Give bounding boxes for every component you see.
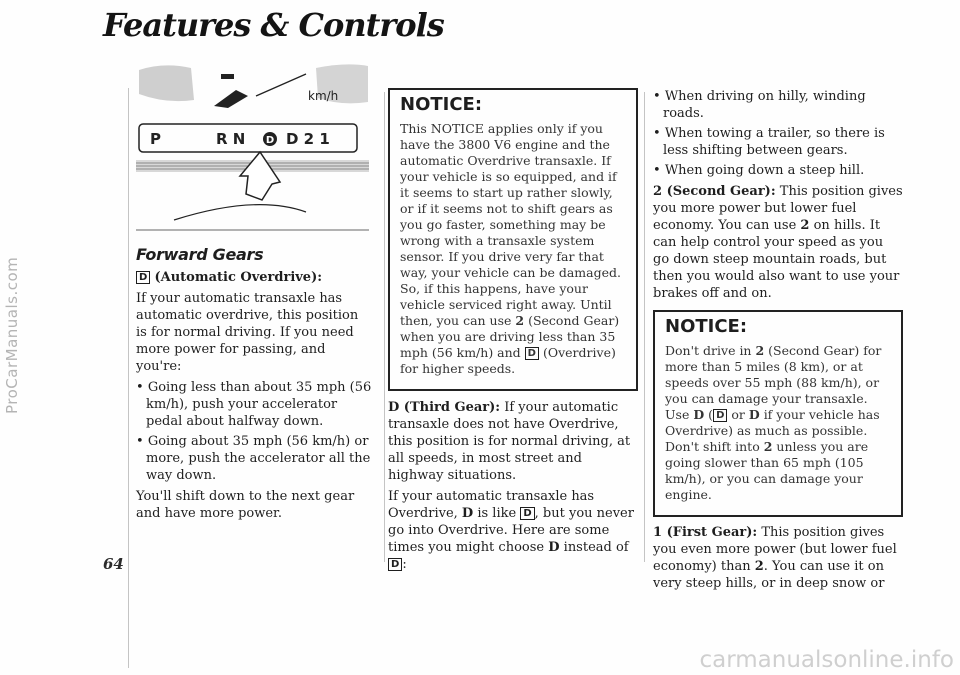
overdrive-symbol: D (525, 347, 539, 360)
gear-ref: D (548, 540, 560, 555)
text-part: : (402, 557, 407, 572)
text-part: on hills. It can help control your speed as you go down steep mountain roads, but then you would also want to use your brakes off and on. (653, 218, 900, 301)
od-label (136, 269, 372, 286)
list-item: • Going about 35 mph (56 km/h) or more, push the accelerator all the way down. (136, 433, 372, 484)
gear-indicator-illustration (136, 60, 369, 245)
list-item: • Going less than about 35 mph (56 km/h), push your accelerator pedal about halfway down. (136, 379, 372, 430)
footer-watermark: carmanualsonline.info (699, 647, 954, 673)
notice-text-part: (Overdrive) for higher speeds. (400, 345, 616, 376)
notice-title: NOTICE: (400, 94, 483, 115)
column-2 (388, 88, 638, 577)
first-gear-paragraph (653, 524, 903, 592)
gear-ref: 2 (800, 218, 810, 233)
overdrive-symbol: D (713, 409, 727, 422)
gear-d21: D 2 1 (286, 130, 330, 148)
text-part: . You can use it on very steep hills, or in deep snow or (653, 559, 885, 591)
third-gear-paragraph (388, 399, 638, 484)
text-part: is like (477, 506, 517, 521)
notice-text (665, 343, 893, 503)
notice-text-part: (Second Gear) for more than 5 miles (8 km), or at speeds over 55 mph (88 km/h), or you can damage your transaxle. Use (665, 343, 882, 422)
text-part: If your automatic transaxle has Overdrive, (388, 489, 595, 521)
left-margin-rule (128, 88, 129, 668)
forward-gears-heading: Forward Gears (136, 245, 264, 264)
notice-box-1 (388, 88, 638, 391)
overdrive-symbol: D (136, 271, 150, 284)
gear-rn: R N (216, 130, 246, 148)
od-bullets (136, 379, 372, 484)
gear-ref: 2 (754, 559, 764, 574)
column-1 (136, 238, 372, 526)
second-gear-paragraph (653, 183, 903, 302)
notice-box-2 (653, 310, 903, 517)
notice-text-part: ( (708, 407, 714, 422)
overdrive-glyph: D (265, 135, 275, 146)
first-gear-label: 1 (First Gear): (653, 525, 758, 540)
gear-ref: D (693, 407, 705, 422)
notice-text-part: if your vehicle has Overdrive) as much as possible. Don't shift into (665, 407, 880, 454)
overdrive-symbol: D (388, 558, 402, 571)
text-part: This position gives you even more power (but lower fuel economy) than (653, 525, 897, 574)
notice-title: NOTICE: (665, 316, 748, 337)
gear-ref: D (461, 506, 474, 521)
notice-text-part: Don't drive in (665, 343, 752, 358)
od-closing: You'll shift down to the next gear and have more power. (136, 489, 355, 521)
notice-text-part: This NOTICE applies only if you have the 3800 V6 engine and the automatic Overdrive transaxle. If your vehicle is so equipped, and if it seems to start up rather slowly, or if it seems not to shift gears as you go faster, something may be wrong with a transaxle system sensor. If you drive very far that way, your vehicle can be damaged. So, if this happens, have your vehicle serviced right away. Until then, you can use (400, 121, 621, 328)
text-part: instead of (563, 540, 629, 555)
gear-ref: D (748, 407, 760, 422)
page-number: 64 (103, 555, 124, 573)
section-title: Features & Controls (103, 6, 444, 44)
column-divider-2 (644, 92, 645, 562)
gear-ref: 2 (515, 313, 525, 328)
overdrive-symbol: D (520, 507, 534, 520)
text-part: , but you never go into Overdrive. Here are some times you might choose (388, 506, 634, 555)
gear-ref: 2 (755, 343, 765, 358)
list-item: • When towing a trailer, so there is less shifting between gears. (653, 125, 903, 159)
gauge-left (139, 65, 194, 101)
notice-text (400, 121, 628, 377)
gear-p: P (150, 130, 161, 148)
notice-text-part: unless you are going slower than 65 mph (105 km/h), or you can damage your engine. (665, 439, 869, 502)
second-gear-label: 2 (Second Gear): (653, 184, 776, 199)
od-intro: If your automatic transaxle has automatic overdrive, this position is for normal driving. If you need more power for passing, and you're: (136, 291, 359, 374)
od-label-text: (Automatic Overdrive): (154, 270, 323, 285)
side-watermark: ProCarManuals.com (3, 256, 21, 414)
speedo-dash (221, 74, 234, 79)
notice-text-part: or (731, 407, 745, 422)
gear-ref: 2 (763, 439, 773, 454)
d-usage-bullets (653, 88, 903, 179)
column-3 (653, 88, 903, 596)
speedo-unit: km/h (308, 89, 339, 103)
column-divider-1 (384, 92, 385, 562)
list-item: • When driving on hilly, winding roads. (653, 88, 903, 122)
text-part: This position gives you more power but lower fuel economy. You can use (653, 184, 903, 233)
notice-text-part: (Second Gear) when you are driving less than 35 mph (56 km/h) and (400, 313, 620, 360)
list-item: • When going down a steep hill. (653, 162, 903, 179)
overdrive-paragraph (388, 488, 638, 573)
third-gear-label: D (Third Gear): (388, 400, 501, 415)
third-gear-text: If your automatic transaxle does not have Overdrive, this position is for normal driving, at all speeds, in most street and highway situations. (388, 400, 631, 483)
